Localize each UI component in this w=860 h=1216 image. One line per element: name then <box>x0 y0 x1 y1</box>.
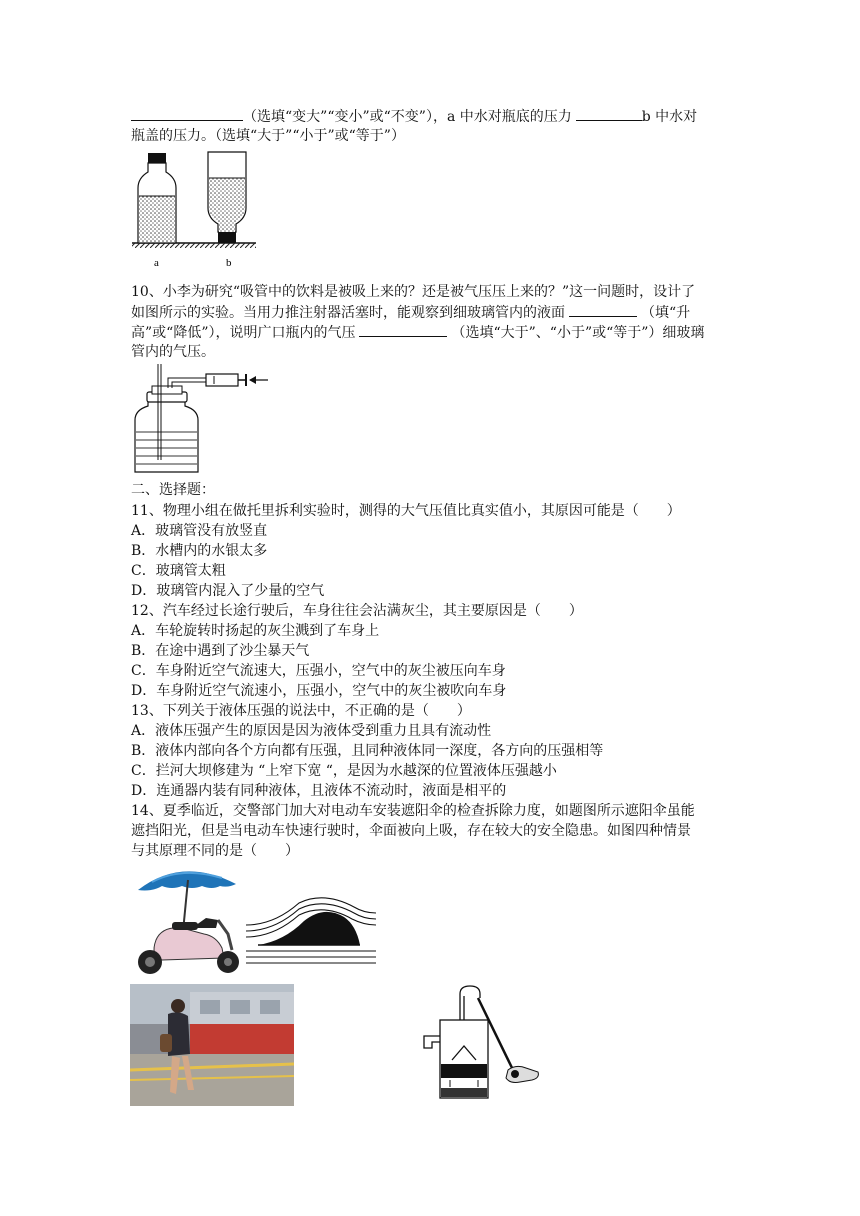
q12-option-b[interactable]: B．在途中遇到了沙尘暴天气 <box>131 643 310 659</box>
q12-stem: 12、汽车经过长途行驶后，车身往往会沾满灰尘，其主要原因是（ ） <box>131 603 583 619</box>
section-title: 二、选择题： <box>131 482 215 498</box>
airfoil-streamline-diagram <box>244 895 378 975</box>
q10-line4: 管内的气压。 <box>131 344 215 360</box>
q11-option-b[interactable]: B．水槽内的水银太多 <box>131 543 268 559</box>
label-a: a <box>154 257 159 269</box>
bottles-figure <box>130 148 260 273</box>
answer-blank[interactable] <box>569 302 637 317</box>
q10-text-3a: 高”或“降低”），说明广口瓶内的气压 <box>131 325 356 341</box>
syringe-barrel <box>206 374 238 386</box>
q11-stem: 11、物理小组在做托里拆利实验时，测得的大气压值比真实值小，其原因可能是（ ） <box>131 503 681 519</box>
cap-b <box>218 232 236 243</box>
q13-option-b[interactable]: B．液体内部向各个方向都有压强，且同种液体同一深度，各方向的压强相等 <box>131 743 604 759</box>
cap-a <box>148 153 166 163</box>
q12-option-d[interactable]: D．车身附近空气流速小，压强小，空气中的灰尘被吹向车身 <box>131 683 507 699</box>
piston-valve <box>441 1064 487 1078</box>
q10-line3 <box>131 322 704 343</box>
q13-option-c[interactable]: C．拦河大坝修建为 “上窄下宽 “，是因为水越深的位置液体压强越小 <box>131 763 557 779</box>
q11-option-c[interactable]: C．玻璃管太粗 <box>131 563 226 579</box>
q9-line2: 瓶盖的压力。（选填“大于”“小于”或“等于”） <box>131 128 405 144</box>
hand-pump-diagram <box>420 984 544 1106</box>
q13-stem: 13、下列关于液体压强的说法中，不正确的是（ ） <box>131 703 471 719</box>
q14-line2: 遮挡阳光，但是当电动车快速行驶时，伞面被向上吸，存在较大的安全隐患。如图四种情景 <box>131 823 691 839</box>
q14-line1: 14、夏季临近，交警部门加大对电动车安装遮阳伞的检查拆除力度，如题图所示遮阳伞虽能 <box>131 803 695 819</box>
q9-text-1a: （选填“变大”“变小”或“不变”），a 中水对瓶底的压力 <box>243 109 572 125</box>
label-b: b <box>226 257 232 269</box>
hand-icon <box>506 1066 538 1082</box>
answer-blank[interactable] <box>131 106 243 121</box>
q12-option-c[interactable]: C．车身附近空气流速大，压强小，空气中的灰尘被压向车身 <box>131 663 506 679</box>
q10-text-2a: 如图所示的实验。当用力推注射器活塞时，能观察到细玻璃管内的液面 <box>131 305 565 321</box>
q13-option-d[interactable]: D．连通器内装有同种液体，且液体不流动时，液面是相平的 <box>131 783 507 799</box>
q11-option-d[interactable]: D．玻璃管内混入了少量的空气 <box>131 583 325 599</box>
q10-line1: 10、小李为研究“吸管中的饮料是被吸上来的？还是被气压压上来的？”这一问题时，设计了 <box>131 284 696 300</box>
subway-platform-image <box>130 984 294 1106</box>
q10-line2 <box>131 302 690 323</box>
q11-option-a[interactable]: A．玻璃管没有放竖直 <box>131 523 268 539</box>
answer-blank[interactable] <box>576 106 642 121</box>
q10-text-2b: （填“升 <box>641 305 691 321</box>
q14-line3: 与其原理不同的是（ ） <box>131 843 299 859</box>
q10-text-3b: （选填“大于”、“小于”或“等于”）细玻璃 <box>451 325 705 341</box>
q13-option-a[interactable]: A．液体压强产生的原因是因为液体受到重力且具有流动性 <box>131 723 492 739</box>
airfoil-wing-icon <box>258 912 360 945</box>
answer-blank[interactable] <box>359 322 447 337</box>
q9-text-1b: b 中水对 <box>641 109 698 125</box>
jar-syringe-figure <box>130 362 270 477</box>
q9-line1 <box>131 106 697 127</box>
q12-option-a[interactable]: A．车轮旋转时扬起的灰尘溅到了车身上 <box>131 623 380 639</box>
scooter-umbrella-image <box>132 862 244 978</box>
